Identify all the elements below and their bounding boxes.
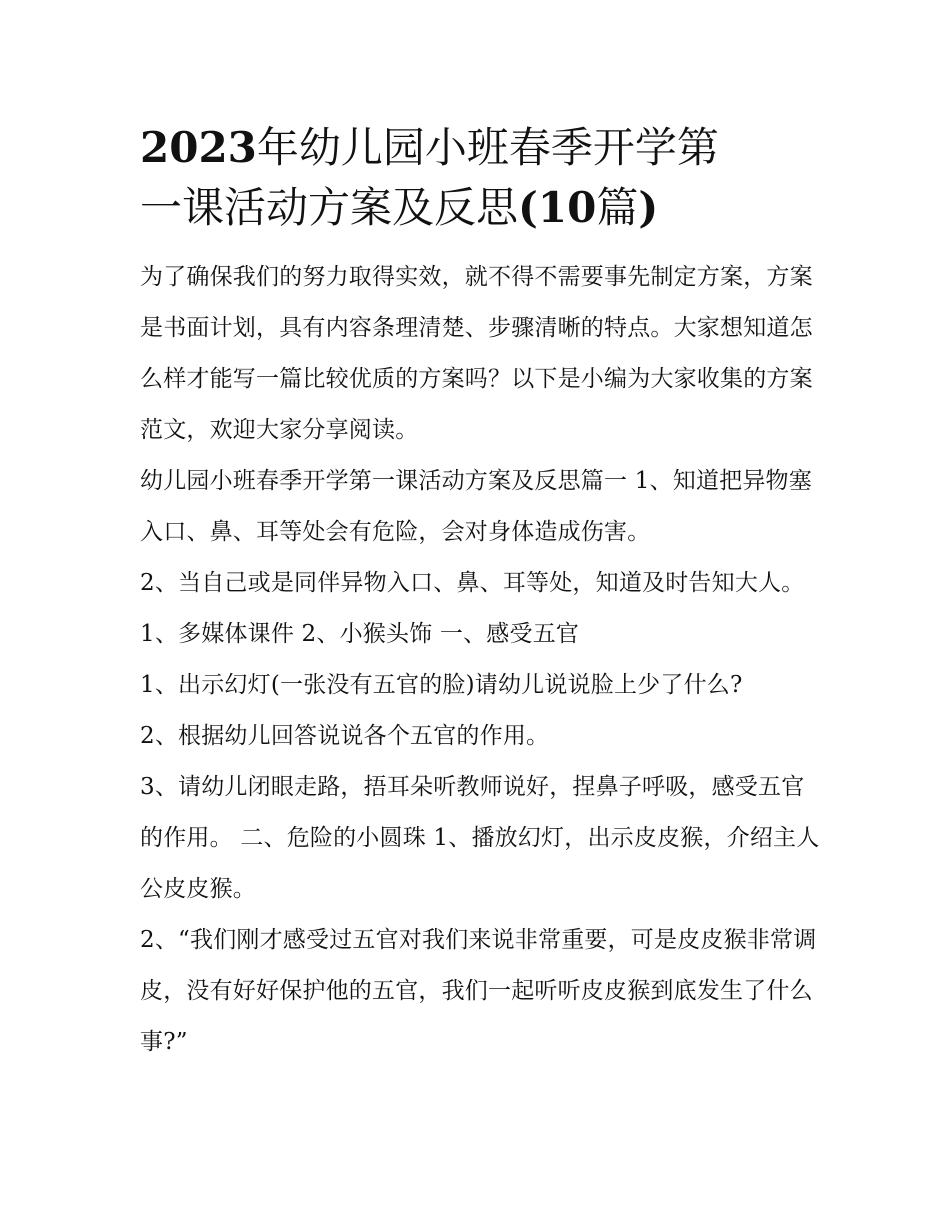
title-year: 2023: [140, 123, 257, 172]
paragraph-step-2: 2、根据幼儿回答说说各个五官的作用。: [140, 723, 550, 749]
title-line2: 一课活动方案及反思: [140, 183, 519, 232]
paragraph-step-2b: 2、“我们刚才感受过五官对我们来说非常重要，可是皮皮猴非常调皮，没有好好保护他的五官，我们一起听听皮皮猴到底发生了什么事?”: [140, 927, 817, 1055]
title-line1: 年幼儿园小班春季开学第: [256, 123, 719, 172]
paragraph-intro: 为了确保我们的努力取得实效，就不得不需要事先制定方案，方案是书面计划，具有内容条理清楚、步骤清晰的特点。大家想知道怎么样才能写一篇比较优质的方案吗？以下是小编为大家收集的方案范文，欢迎大家分享阅读。: [140, 264, 813, 443]
title-count: (10: [518, 183, 597, 232]
paragraph-lesson-one: 幼儿园小班春季开学第一课活动方案及反思篇一 1、知道把异物塞入口、鼻、耳等处会有危险，会对身体造成伤害。: [140, 468, 812, 545]
document-body: [140, 118, 820, 1068]
paragraph-item-2: 2、当自己或是同伴异物入口、鼻、耳等处，知道及时告知大人。 1、多媒体课件 2、小猴头饰 一、感受五官: [140, 570, 805, 647]
paragraph-step-1: 1、出示幻灯(一张没有五官的脸)请幼儿说说脸上少了什么?: [140, 672, 743, 698]
title-close-paren: ): [638, 183, 659, 232]
paragraph-step-3: 3、请幼儿闭眼走路，捂耳朵听教师说好，捏鼻子呼吸，感受五官的作用。 二、危险的小圆珠 1、播放幻灯，出示皮皮猴，介绍主人公皮皮猴。: [140, 774, 820, 902]
title-count-unit: 篇: [596, 183, 639, 232]
document-title: [140, 118, 820, 238]
